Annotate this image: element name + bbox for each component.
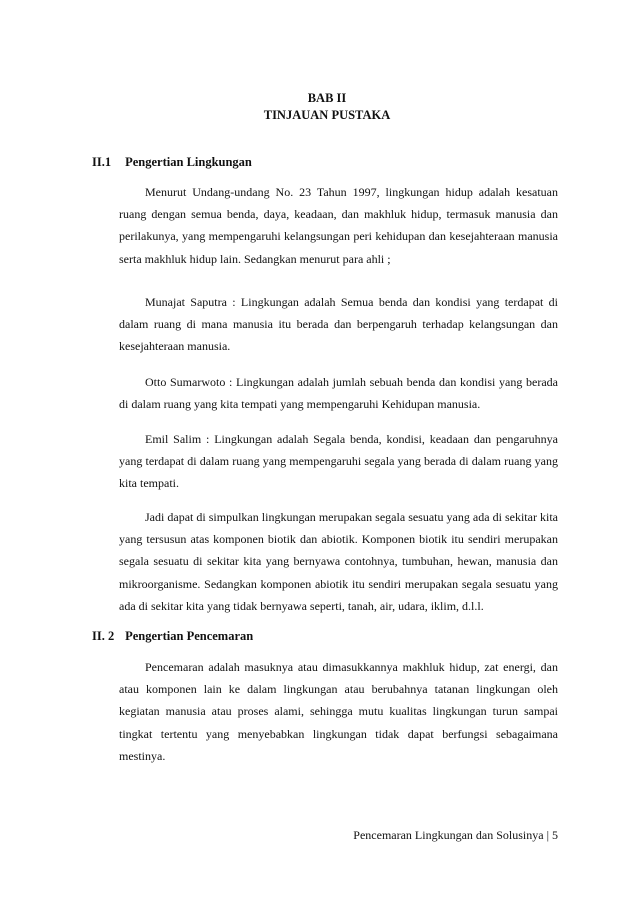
chapter-number: BAB II xyxy=(307,91,347,105)
paragraph-emil-salim: Emil Salim : Lingkungan adalah Segala benda, kondisi, keadaan dan pengaruhnya yang terdapat di dalam ruang yang mempengaruhi segala yang berada di dalam ruang yang kita tempati. xyxy=(119,432,558,491)
section-heading-lingkungan xyxy=(92,155,252,170)
paragraph-otto-sumarwoto: Otto Sumarwoto : Lingkungan adalah jumlah sebuah benda dan kondisi yang berada di dalam ruang yang kita tempati yang mempengaruhi Kehidupan manusia. xyxy=(119,375,558,412)
chapter-title: TINJAUAN PUSTAKA xyxy=(263,108,391,122)
section-number: II. 2 xyxy=(92,629,115,643)
section-title: Pengertian Pencemaran xyxy=(125,629,254,643)
paragraph-pencemaran-definition: Pencemaran adalah masuknya atau dimasukkannya makhluk hidup, zat energi, dan atau komponen lain ke dalam lingkungan atau berubahnya tatanan lingkungan oleh kegiatan manusia atau proses alami, sehingga mutu kualitas lingkungan turun sampai tingkat tertentu yang menyebabkan lingkungan tidak dapat berfungsi sebagaimana mestinya. xyxy=(119,660,558,763)
section-heading-pencemaran xyxy=(92,629,253,644)
section-title: Pengertian Lingkungan xyxy=(125,155,252,169)
paragraph-munajat-saputra: Munajat Saputra : Lingkungan adalah Semua benda dan kondisi yang terdapat di dalam ruang di mana manusia itu berada dan berpengaruh terhadap kelangsungan dan kesejahteraan manusia. xyxy=(119,295,558,354)
page-footer: Pencemaran Lingkungan dan Solusinya | 5 xyxy=(353,828,558,842)
paragraph-definition-law: Menurut Undang-undang No. 23 Tahun 1997, lingkungan hidup adalah kesatuan ruang dengan semua benda, daya, keadaan, dan makhluk hidup, termasuk manusia dan perilakunya, yang mempengaruhi kelangsungan peri kehidupan dan kesejahteraan manusia serta makhluk hidup lain. Sedangkan menurut para ahli ; xyxy=(119,185,558,266)
section-number: II.1 xyxy=(92,155,112,169)
paragraph-conclusion: Jadi dapat di simpulkan lingkungan merupakan segala sesuatu yang ada di sekitar kita yang tersusun atas komponen biotik dan abiotik. Komponen biotik itu sendiri merupakan segala sesuatu di sekitar kita yang bernyawa contohnya, tumbuhan, hewan, manusia dan mikroorganisme. Sedangkan komponen abiotik itu sendiri merupakan segala sesuatu yang ada di sekitar kita yang tidak bernyawa seperti, tanah, air, udara, iklim, d.l.l. xyxy=(119,510,558,613)
